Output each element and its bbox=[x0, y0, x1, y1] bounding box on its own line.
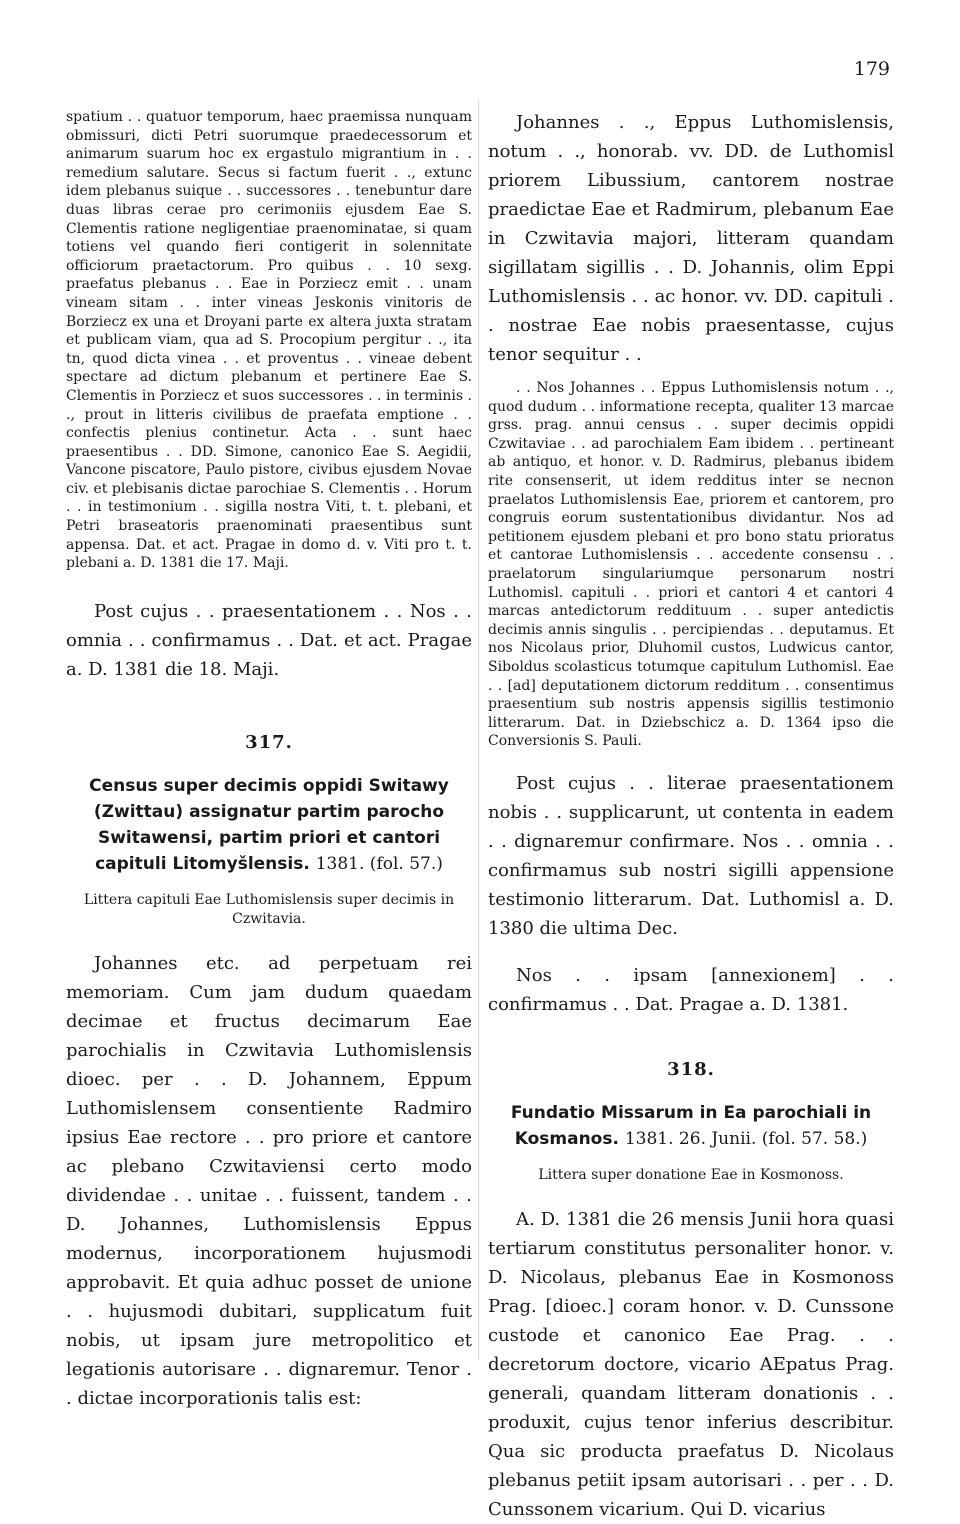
left-paragraph-1: spatium . . quatuor temporum, haec praemissa nunquam obmissuri, dicti Petri suorumque praedecessorum et animarum suarum hoc ex ergastulo migrantium in . . remedium salutare. Secus si factum fuerit . ., extunc idem plebanus suique . . successores . . tenebuntur dare duas libras cerae pro cerimoniis ejusdem Eae S. Clementis ratione negligentiae praenominatae, si quam totiens vel quando fieri contigerit in solennitate officiorum praetactorum. Pro quibus . . 10 sexg. praefatus plebanus . . Eae in Porziecz emit . . unam vineam sitam . . inter vineas Jeskonis vinitoris de Borziecz ex una et Droyani parte ex altera juxta stratam et publicam viam, qua ad S. Procopium pergitur . ., ita tn, quod dicta vinea . . et proventus . . vineae debent spectare ad dictum plebanum et pertinere Eae S. Clementis in Porziecz et suos successores . . in terminis . ., prout in litteris civilibus de praefata emptione . . confectis plenius continetur. Acta . . sunt haec praesentibus . . DD. Simone, canonico Eae S. Aegidii, Vancone piscatore, Paulo pistore, civibus ejusdem Novae civ. et plebisanis dictae parochiae S. Clementis . . Horum . . in testimonium . . sigilla nostra Viti, t. t. plebani, et Petri braseatoris praenominati praesentibus sunt appensa. Dat. et act. Pragae in domo d. v. Viti pro t. t. plebani a. D. 1381 die 17. Maji. bbox=[66, 109, 472, 572]
right-paragraph-2: . . Nos Johannes . . Eppus Luthomislensis notum . ., quod dudum . . informatione recepta, qualiter 13 marcae grss. prag. annui census . . super decimis oppidi Czwitaviae . . ad parochialem Eam ibidem . . pertineant ab antiquo, et honor. v. D. Radmirus, plebanus ibidem rite consenserit, ut idem redditus inter se necnon praelatos Luthomislensis Eae, priorem et cantorem, pro congruis eorum sustentationibus dividantur. Nos ad petitionem ejusdem plebani et pro bono statu prioratus et cantorae Luthomislensis . . accedente consensu . . praelatorum singulariumque personarum nostri Luthomisl. capituli . . priori et cantori 4 et cantori 4 marcas antedictorum reddituum . . super antedictis decimis annis singulis . . percipiendas . . deputamus. Et nos Nicolaus prior, Dluhomil custos, Ludwicus cantor, Siboldus scolasticus totumque capitulum Luthomisl. Eae . . [ad] deputationem dictorum redditum . . consentimus praesentium sub nostris appensis sigillis testimonio litterarum. Dat. in Dziebschicz a. D. 1364 ipso die Conversionis S. Pauli. bbox=[488, 380, 894, 750]
right-paragraph-4: Nos . . ipsam [annexionem] . . confirmamus . . Dat. Pragae a. D. 1381. bbox=[488, 964, 894, 1015]
document-318-title-text: Fundatio Missarum in Ea parochiali in Kosmanos. bbox=[510, 1102, 872, 1149]
document-318-number: 318. bbox=[667, 1058, 715, 1080]
document-318-subtitle: Littera super donatione Eae in Kosmonoss. bbox=[538, 1166, 844, 1183]
document-318-meta: 1381. 26. Junii. (fol. 57. 58.) bbox=[624, 1128, 868, 1149]
document-317-meta: 1381. (fol. 57.) bbox=[315, 853, 443, 874]
document-317-title-text: Census super decimis oppidi Switawy (Zwittau) assignatur partim parocho Switawensi, partim priori et cantori capituli Litomyšlensis. bbox=[89, 775, 449, 874]
right-column bbox=[488, 108, 894, 1524]
right-paragraph-3: Post cujus . . literae praesentationem nobis . . supplicarunt, ut contenta in eadem . . dignaremur confirmare. Nos . . omnia . . confirmamus sub nostri sigilli appensione testimonio litterarum. Dat. Luthomisl a. D. 1380 die ultima Dec. bbox=[488, 772, 894, 939]
document-318-title bbox=[488, 1100, 894, 1152]
left-paragraph-3: Johannes etc. ad perpetuam rei memoriam. Cum jam dudum quaedam decimae et fructus decimarum Eae parochialis in Czwitavia Luthomislensis dioec. per . . D. Johannem, Eppum Luthomislensem consentiente Radmiro ipsius Eae rectore . . pro priore et cantore ac plebano Czwitaviensi certo modo dividendae . . unitae . . fuissent, tandem . . D. Johannes, Luthomislensis Eppus modernus, incorporationem hujusmodi approbavit. Et quia adhuc posset de unione . . hujusmodi dubitari, supplicatum fuit nobis, ut ipsam jure metropolitico et legationis autorisare . . dignaremur. Tenor . . dictae incorporationis talis est: bbox=[66, 952, 472, 1409]
right-paragraph-1: Johannes . ., Eppus Luthomislensis, notum . ., honorab. vv. DD. de Luthomisl priorem Libussium, cantorem nostrae praedictae Eae et Radmirum, plebanum Eae in Czwitavia majori, litteram quandam sigillatam sigillis . . D. Johannis, olim Eppi Luthomislensis . . ac honor. vv. DD. capituli . . nostrae Eae nobis praesentasse, cujus tenor sequitur . . bbox=[488, 112, 894, 365]
document-317-number: 317. bbox=[245, 731, 293, 753]
left-paragraph-2: Post cujus . . praesentationem . . Nos . . omnia . . confirmamus . . Dat. et act. Pragae a. D. 1381 die 18. Maji. bbox=[66, 600, 472, 680]
page-number: 179 bbox=[853, 58, 890, 80]
right-paragraph-5: A. D. 1381 die 26 mensis Junii hora quasi tertiarum constitutus personaliter honor. v. D. Nicolaus, plebanus Eae in Kosmonoss Prag. [dioec.] coram honor. v. D. Cunssone custode et canonico Eae Prag. . . decretorum doctore, vicario AEpatus Prag. generali, quandam litteram donationis . . produxit, cujus tenor inferius describitur. Qua sic producta praefatus D. Nicolaus plebanus petiit ipsam autorisari . . per . . D. Cunssonem vicarium. Qui D. vicarius bbox=[488, 1208, 894, 1520]
document-317-subtitle: Littera capituli Eae Luthomislensis super decimis in Czwitavia. bbox=[83, 891, 455, 927]
column-divider bbox=[478, 100, 479, 1360]
document-317-title bbox=[66, 773, 472, 877]
left-column bbox=[66, 108, 472, 1413]
